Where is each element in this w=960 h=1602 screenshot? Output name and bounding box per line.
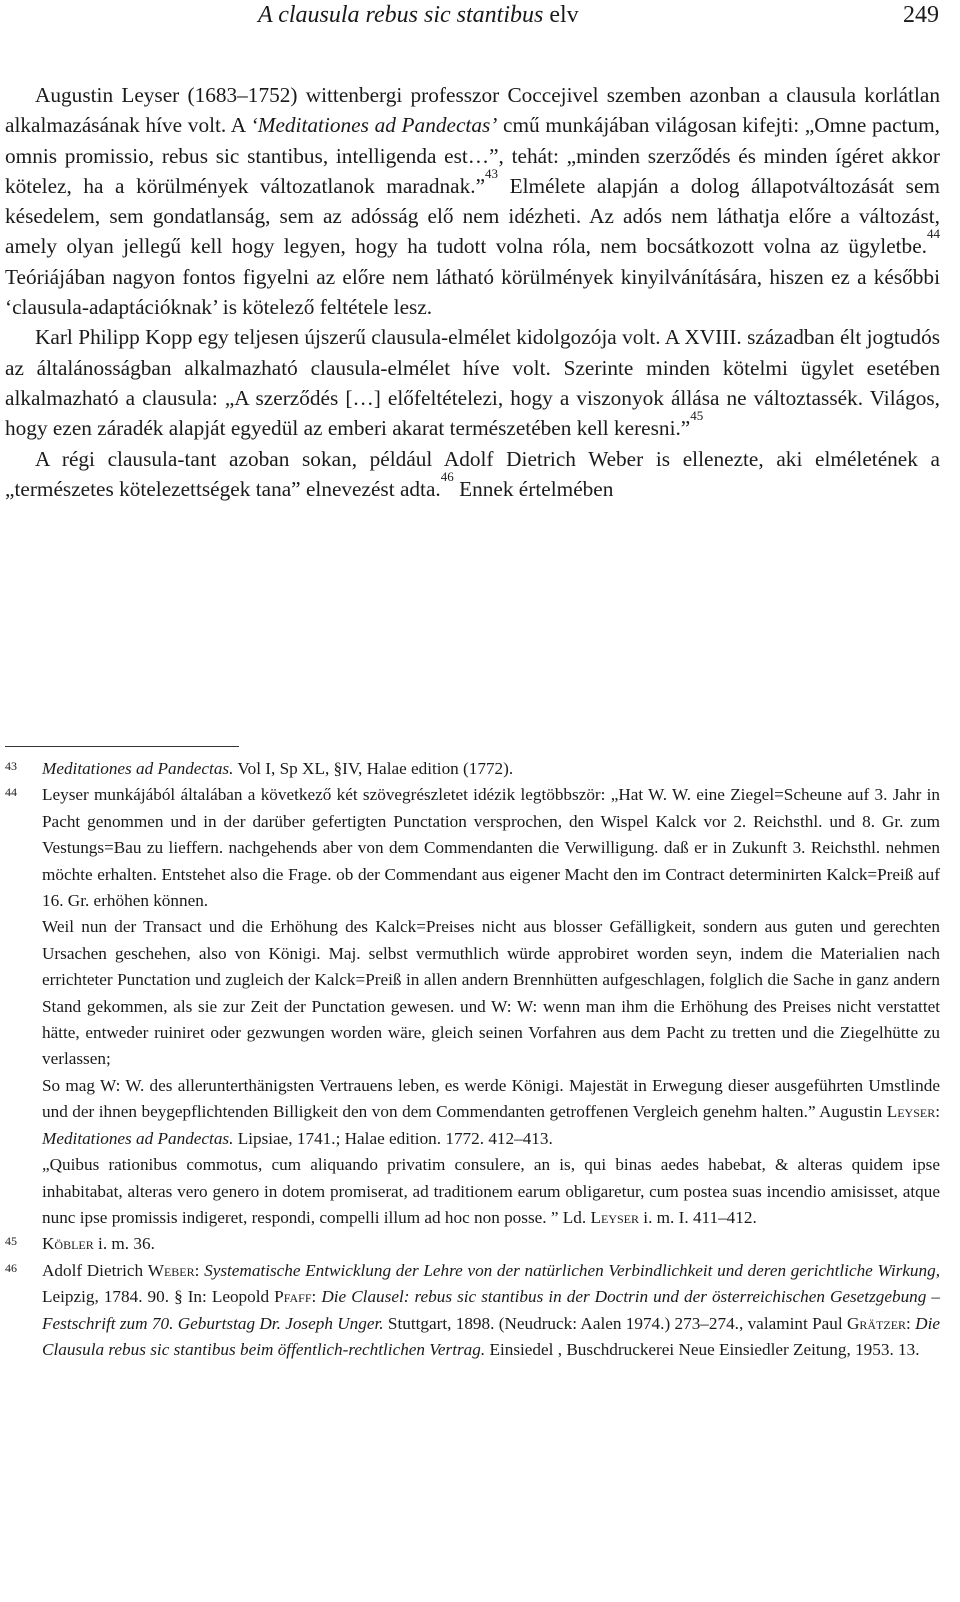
author-name: Leyser xyxy=(590,1207,639,1227)
text-run: Ennek értelmében xyxy=(453,476,614,501)
paragraph-leyser xyxy=(5,80,940,322)
footnote-text xyxy=(42,1073,940,1152)
footnote-text xyxy=(42,756,940,782)
paragraph-weber xyxy=(5,444,940,505)
footnote-45 xyxy=(5,1231,940,1257)
body-text xyxy=(5,80,940,504)
footnote-46 xyxy=(5,1258,940,1364)
text-run: : xyxy=(194,1260,205,1280)
text-run: „Quibus rationibus commotus, cum aliquando privatim consulere, an is, qui binas aedes habebat, & alteras quidem ipse inhabitabat, alteras vero genero in dotem promiserat, ad traditionem earum obligaretur, cum postea suas incendio amisisset, atque nunc ipse promissis indigeret, respondi, compelli illum ad hoc non posse. ” Ld. xyxy=(42,1155,940,1227)
footnote-ref-45[interactable]: 45 xyxy=(690,408,704,424)
work-title: Die Clausel: rebus sic stantibus in der Doctrin und der österreichischen Gesetzgebung – Festschrift zum 70. Geburtstag Dr. Joseph Unger. xyxy=(42,1287,941,1333)
footnotes xyxy=(5,756,940,1363)
author-name: Köbler xyxy=(42,1234,94,1254)
author-name: Weber xyxy=(147,1260,195,1280)
page-number: 249 xyxy=(903,2,939,28)
footnote-text xyxy=(42,1231,940,1257)
text-run: i. m. I. 411–412. xyxy=(639,1207,757,1227)
running-title xyxy=(258,2,579,29)
paragraph-kopp xyxy=(5,322,940,443)
work-title: Meditationes ad Pandectas. xyxy=(42,759,234,778)
footnote-number: 45 xyxy=(5,1234,17,1249)
author-name: Grätzer xyxy=(846,1313,907,1333)
text-run: , Leipzig, 1784. 90. § In: Leopold xyxy=(42,1260,941,1307)
footnote-text xyxy=(42,1152,940,1231)
footnote-number: 46 xyxy=(5,1260,17,1275)
text-run: : xyxy=(935,1102,940,1122)
text-run: cmű munkájában világosan kifejti: „Omne pactum, omnis promissio, rebus sic stantibus, intelligenda est…”, tehát: „minden szerződés és minden ígéret akkor kötelez, ha a körülmények változatlanok maradnak.” xyxy=(5,113,941,198)
running-title-rest: elv xyxy=(543,2,579,28)
work-title: ‘Meditationes ad Pandectas’ xyxy=(250,113,498,138)
footnote-ref-46[interactable]: 46 xyxy=(440,468,454,484)
footnote-ref-44[interactable]: 44 xyxy=(927,226,940,242)
running-title-italic: A clausula rebus sic stantibus xyxy=(258,2,544,28)
footnote-text: Weil nun der Transact und die Erhöhung des Kalck=Preises nicht aus blosser Gefälligkeit, sondern aus guten und gerechten Ursachen geschehen, also von Königi. Maj. selbst vermuthlich würde approbiret worden seyn, indem die Materialien nach errichteter Punctation und zugleich der Kalck=Preiß in allen andern Brennhütten aufgeschlagen, folglich die Sache in ganz andern Stand gekommen, als sie zur Zeit der Punctation gewesen. und W: W: wenn man ihm die Erhöhung des Preises nicht verstattet hätte, entweder ruiniret oder gezwungen worden wäre, gleich seinen Vorfahren aus dem Pacht zu tretten und die Ziegelhütte zu verlassen; xyxy=(42,917,940,1069)
text-run: : xyxy=(906,1313,916,1333)
author-name: Pfaff xyxy=(274,1287,312,1307)
text-run: Elmélete alapján a dolog állapotváltozását sem késedelem, sem gondatlanság, sem az adósság elő nem idézheti. Az adós nem láthatja előre a változást, amely olyan jellegű kell hogy legyen, hogy ha tudott volna róla, nem bocsátkozott volna az ügyletbe. xyxy=(5,173,940,259)
work-title: Systematische Entwicklung der Lehre von der natürlichen Verbindlichkeit und deren gerichtliche Wirkung xyxy=(204,1260,936,1280)
text-run: Lipsiae, 1741.; Halae edition. 1772. 412–413. xyxy=(233,1128,553,1148)
running-header xyxy=(0,0,960,40)
text-run: So mag W: W. des allerunterthänigsten Vertrauens leben, es werde Königi. Majestät in Erwegung dieser ausgeführten Umstlinde und der ihnen beygepflichtenden Billigkeit den von dem Commendanten getroffenen Vergleich genehm halten.” Augustin xyxy=(42,1075,940,1122)
text-run: Vol I, Sp XL, §IV, Halae edition (1772). xyxy=(233,759,514,778)
author-name: Leyser xyxy=(886,1102,936,1122)
footnote-44 xyxy=(5,782,940,1231)
footnote-separator xyxy=(5,746,239,747)
footnote-43 xyxy=(5,756,940,782)
text-run: : xyxy=(311,1287,322,1307)
footnote-text: Leyser munkájából általában a következő két szövegrészletet idézik legtöbbször: „Hat W. W. eine Ziegel=Scheune auf 3. Jahr in Pacht genommen und in der darüber gefertigten Punctation versprochen, den Wispel Kalck vor 2. Reichsthl. und 8. Gr. zum Vestungs=Bau zu lieffern. nachgehends aber von dem Commendanten die Verwilligung. daß er in Zukunft 3. Reichsthl. nehmen möchte erhalten. Entstehet also die Frage. ob der Commendant aus eigener Macht den im Contract determinirten Kalck=Preiß auf 16. Gr. erhöhen können. xyxy=(42,785,940,911)
text-run: Einsiedel , Buschdruckerei Neue Einsiedler Zeitung, 1953. 13. xyxy=(485,1339,920,1359)
footnote-number: 43 xyxy=(5,759,17,773)
text-run: Karl Philipp Kopp egy teljesen újszerű clausula-elmélet kidolgozója volt. A XVIII. században élt jogtudós az általánosságban alkalmazható clausula-elmélet híve volt. Szerinte minden kötelmi ügylet esetében alkalmazható a clausula: „A szerződés […] előfeltételezi, hogy a viszonyok állása ne változtassék. Világos, hogy ezen záradék alapját egyedül az emberi akarat természetében kell keresni.” xyxy=(5,325,940,441)
text-run: Teóriájában nagyon fontos figyelni az előre nem látható körülmények kinyilvánítására, hiszen ez a későbbi ‘clausula-adaptációknak’ is kötelező feltétele lesz. xyxy=(5,264,940,320)
footnote-number: 44 xyxy=(5,785,17,800)
footnote-text xyxy=(42,1258,940,1364)
text-run: Augustin Leyser (1683–1752) wittenbergi professzor Coccejivel szemben azonban a clausula korlátlan alkalmazásának híve volt. A xyxy=(5,83,940,138)
text-run: i. m. 36. xyxy=(93,1234,155,1254)
work-title: Die Clausula rebus sic stantibus beim öffentlich-rechtlichen Vertrag. xyxy=(42,1313,940,1359)
footnote-ref-43[interactable]: 43 xyxy=(485,165,499,181)
work-title: Meditationes ad Pandectas. xyxy=(42,1128,234,1148)
text-run: Stuttgart, 1898. (Neudruck: Aalen 1974.) 273–274., valamint Paul xyxy=(383,1313,847,1333)
text-run: Adolf Dietrich xyxy=(42,1260,148,1280)
text-run: A régi clausula-tant azoban sokan, például Adolf Dietrich Weber is ellenezte, aki elméletének a „természetes kötelezettségek tana” elnevezést adta. xyxy=(5,446,940,501)
